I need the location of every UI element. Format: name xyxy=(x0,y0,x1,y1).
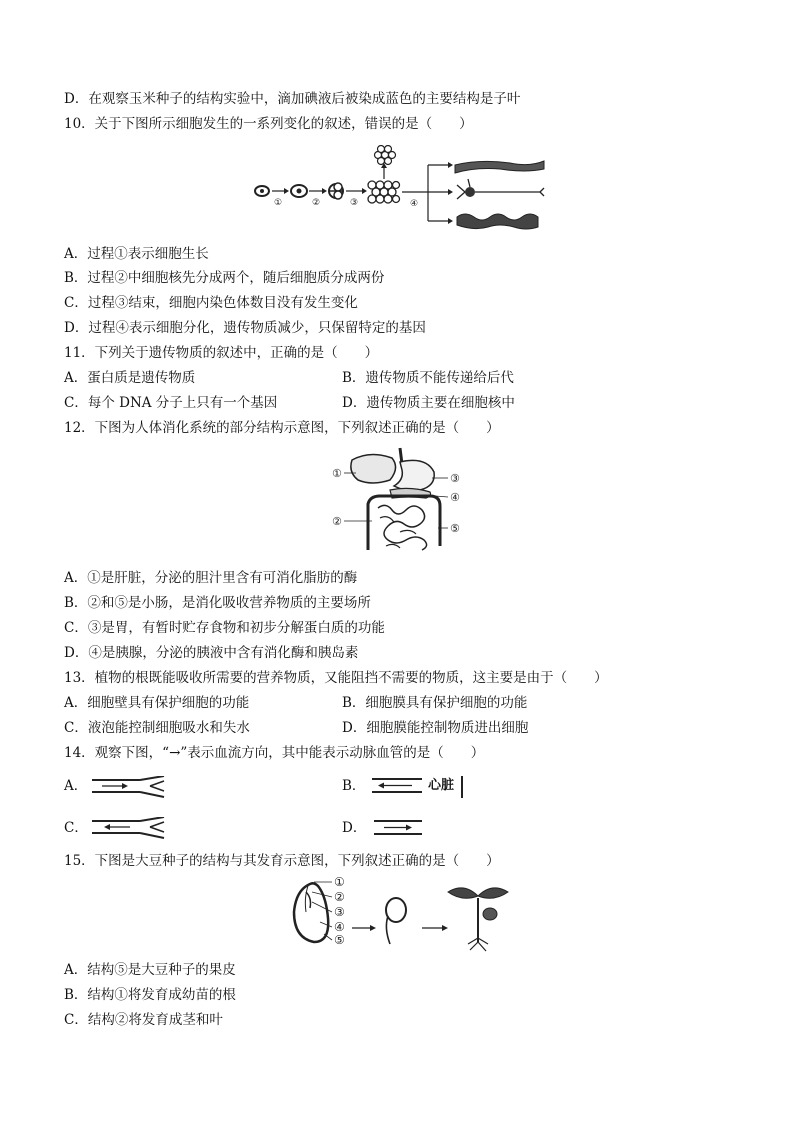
q14-option-b-letter: B． xyxy=(342,778,366,794)
q12-option-b: B．②和⑤是小肠，是消化吸收营养物质的主要场所 xyxy=(64,595,371,611)
q10-label-3: ③ xyxy=(350,198,359,208)
q15-stem: 15．下图是大豆种子的结构与其发育示意图，下列叙述正确的是（ ） xyxy=(64,853,500,869)
q12-stem: 12．下图为人体消化系统的部分结构示意图，下列叙述正确的是（ ） xyxy=(64,420,500,436)
q10-option-b: B．过程②中细胞核先分成两个，随后细胞质分成两份 xyxy=(64,270,385,286)
q10-label-4: ④ xyxy=(410,199,419,209)
q11-stem: 11．下列关于遗传物质的叙述中，正确的是（ ） xyxy=(64,345,379,361)
q10-option-c: C．过程③结束，细胞内染色体数目没有发生变化 xyxy=(64,295,358,311)
q12-label-2: ② xyxy=(332,515,342,528)
q15-option-a: A．结构⑤是大豆种子的果皮 xyxy=(64,962,236,978)
q12-option-d: D．④是胰腺，分泌的胰液中含有消化酶和胰岛素 xyxy=(64,645,359,661)
q15-label-4: ④ xyxy=(334,920,345,934)
q14-heart-bar xyxy=(460,776,464,798)
q14-heart-label: 心脏 xyxy=(428,778,455,793)
q14-option-d-letter: D． xyxy=(342,820,367,836)
q14-stem: 14．观察下图，“→”表示血流方向，其中能表示动脉血管的是（ ） xyxy=(64,745,485,761)
q13-stem: 13．植物的根既能吸收所需要的营养物质，又能阻挡不需要的物质，这主要是由于（ ） xyxy=(64,670,608,686)
q11-option-a: A．蛋白质是遗传物质 xyxy=(64,370,196,386)
q14-vessel-c xyxy=(92,817,167,839)
q13-option-d: D．细胞膜能控制物质进出细胞 xyxy=(342,720,529,736)
q14-option-c-letter: C． xyxy=(64,820,88,836)
q15-label-5: ⑤ xyxy=(334,933,345,947)
q10-cell-figure xyxy=(250,145,550,235)
q15-option-c: C．结构②将发育成茎和叶 xyxy=(64,1012,223,1028)
q10-stem: 10．关于下图所示细胞发生的一系列变化的叙述，错误的是（ ） xyxy=(64,116,473,132)
q10-option-d: D．过程④表示细胞分化，遗传物质减少，只保留特定的基因 xyxy=(64,320,426,336)
q12-option-c: C．③是胃，有暂时贮存食物和初步分解蛋白质的功能 xyxy=(64,620,385,636)
q14-vessel-a xyxy=(92,776,167,798)
q14-vessel-d xyxy=(374,818,424,838)
q11-option-b: B．遗传物质不能传递给后代 xyxy=(342,370,514,386)
q10-label-2: ② xyxy=(312,198,321,208)
q12-label-4: ④ xyxy=(450,491,460,504)
q15-option-b: B．结构①将发育成幼苗的根 xyxy=(64,987,236,1003)
q15-label-2: ② xyxy=(334,890,345,904)
q13-option-c: C．液泡能控制细胞吸水和失水 xyxy=(64,720,250,736)
q12-option-a: A．①是肝脏，分泌的胆汁里含有可消化脂肪的酶 xyxy=(64,570,358,586)
q12-digestive-figure xyxy=(330,446,470,556)
q12-label-3: ③ xyxy=(450,472,460,485)
q14-option-a-letter: A． xyxy=(64,778,88,794)
q10-label-1: ① xyxy=(274,198,283,208)
q12-label-5: ⑤ xyxy=(450,522,460,535)
q10-option-a: A．过程①表示细胞生长 xyxy=(64,246,209,262)
q13-option-b: B．细胞膜具有保护细胞的功能 xyxy=(342,695,528,711)
q15-label-1: ① xyxy=(334,875,345,889)
q11-option-c: C．每个 DNA 分子上只有一个基因 xyxy=(64,395,278,411)
q15-seed-figure xyxy=(284,872,519,952)
q15-label-3: ③ xyxy=(334,905,345,919)
q12-label-1: ① xyxy=(332,467,342,480)
q14-vessel-b xyxy=(372,774,424,798)
q9-option-d: D．在观察玉米种子的结构实验中，滴加碘液后被染成蓝色的主要结构是子叶 xyxy=(64,91,521,107)
q11-option-d: D．遗传物质主要在细胞核中 xyxy=(342,395,515,411)
q13-option-a: A．细胞壁具有保护细胞的功能 xyxy=(64,695,250,711)
